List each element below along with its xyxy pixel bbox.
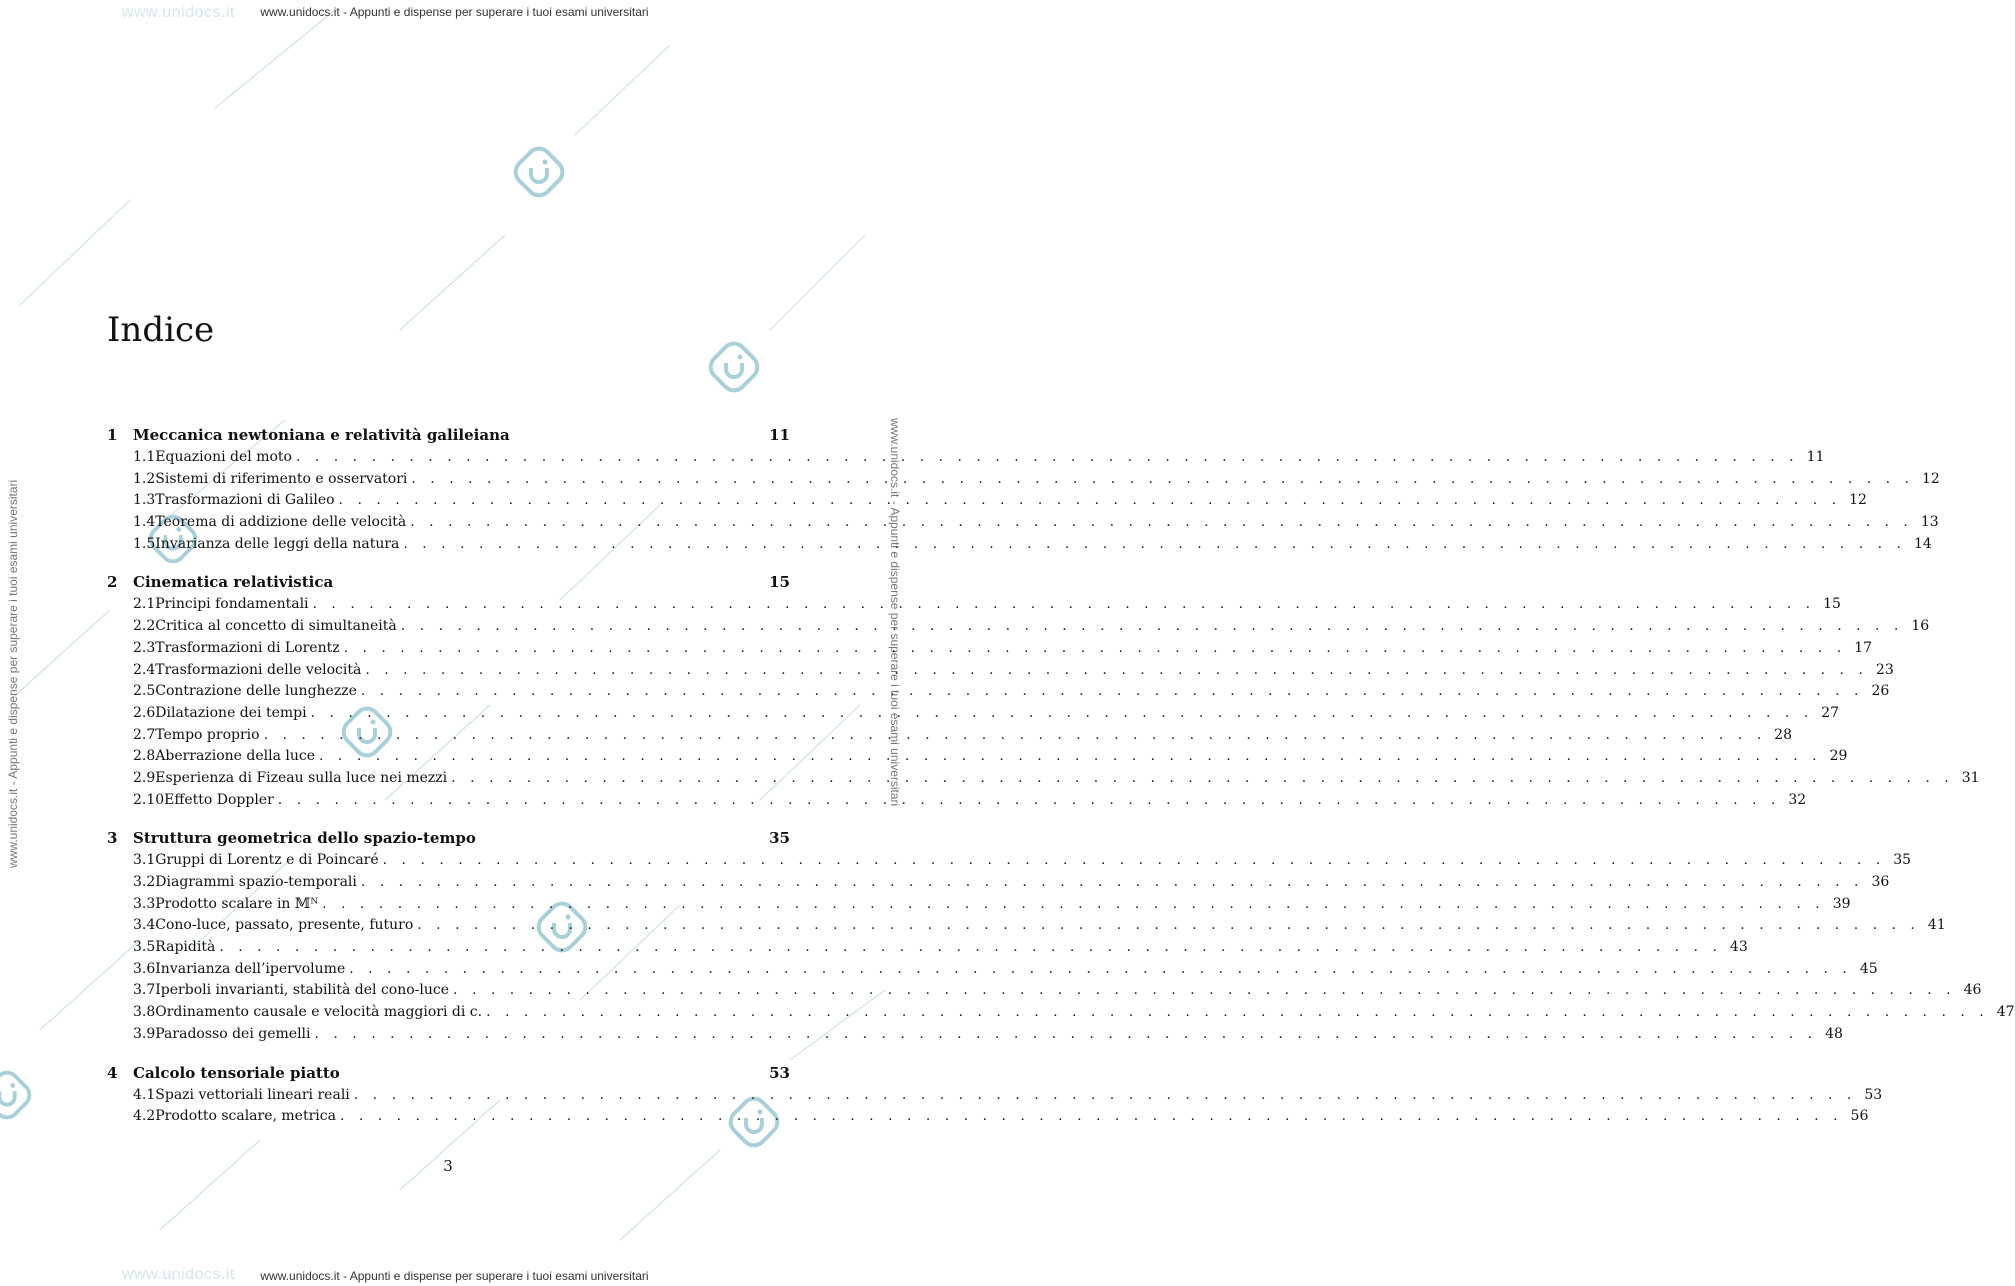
- section-title: Prodotto scalare in 𝕄ᴺ: [155, 895, 319, 912]
- toc-section-2.1[interactable]: [107, 596, 1841, 618]
- section-num: 3.4: [133, 917, 156, 934]
- section-num: 3.6: [133, 960, 156, 977]
- section-num: 2.4: [133, 661, 156, 678]
- section-page: 12: [1922, 470, 1940, 487]
- chapter-page: 11: [769, 426, 790, 444]
- section-num: 2.3: [133, 639, 156, 656]
- section-num: 4.2: [133, 1108, 156, 1125]
- watermark-ghost-bottom: www.unidocs.it: [122, 1266, 235, 1283]
- toc-section-4.1[interactable]: [107, 1086, 1883, 1109]
- dot-leader: . . . . . . . . . . . . . . . . . . . . . . . . . . . . . . . . . . . . . . . . . . . . . . . . . . . . . . . . . . . . . . . . . . . . . . . . . . . . . . . .: [353, 1086, 1857, 1103]
- section-title: Prodotto scalare, metrica: [155, 1108, 336, 1125]
- dot-leader: . . . . . . . . . . . . . . . . . . . . . . . . . . . . . . . . . . . . . . . . . . . . . . . . . . . . . . . . . . . . . . . . . . . . . . . . . . . . . . . .: [486, 1004, 1989, 1021]
- page-title: Indice: [107, 310, 215, 350]
- dot-leader: . . . . . . . . . . . . . . . . . . . . . . . . . . . . . . . . . . . . . . . . . . . . . . . . . . . . . . . . . . . . . . . . . . . . . . . . . . . . . . . .: [360, 874, 1864, 890]
- chapter-num: 4: [107, 1063, 118, 1082]
- toc-section-3.5[interactable]: [107, 939, 1748, 961]
- section-page: 53: [1864, 1086, 1883, 1103]
- section-page: 32: [1788, 791, 1807, 808]
- section-title: Sistemi di riferimento e osservatori: [155, 470, 408, 487]
- dot-leader: . . . . . . . . . . . . . . . . . . . . . . . . . . . . . . . . . . . . . . . . . . . . . . . . . . . . . . . . . . . . . . . . . . . . . . . . . . . . . . . .: [343, 639, 1847, 656]
- chapter-num: 2: [107, 573, 118, 592]
- section-num: 3.8: [133, 1004, 156, 1021]
- section-title: Critica al concetto di simultaneità: [155, 618, 397, 635]
- section-num: 2.8: [133, 748, 156, 765]
- dot-leader: . . . . . . . . . . . . . . . . . . . . . . . . . . . . . . . . . . . . . . . . . . . . . . . . . . . . . . . . . . . . . . . . . . . . . . . . . . . . . . . .: [453, 982, 1956, 999]
- section-title: Rapidità: [155, 939, 216, 956]
- section-num: 3.9: [133, 1025, 156, 1042]
- toc-section-3.7[interactable]: [107, 982, 1982, 1004]
- section-num: 2.10: [133, 791, 165, 808]
- dot-leader: . . . . . . . . . . . . . . . . . . . . . . . . . . . . . . . . . . . . . . . . . . . . . . . . . . . . . . . . . . . . . . . . . . . . . . . . . . . . . . . .: [319, 748, 1822, 765]
- section-page: 46: [1963, 982, 1982, 999]
- watermark-ghost-top: www.unidocs.it: [122, 4, 235, 21]
- toc-section-3.9[interactable]: [107, 1025, 1843, 1048]
- dot-leader: . . . . . . . . . . . . . . . . . . . . . . . . . . . . . . . . . . . . . . . . . . . . . . . . . . . . . . . . . . . . . . . . . . . . . . . . . . . . . . . .: [310, 704, 1814, 721]
- section-page: 12: [1849, 492, 1867, 509]
- toc-section-4.2[interactable]: [107, 1108, 1869, 1130]
- dot-leader: . . . . . . . . . . . . . . . . . . . . . . . . . . . . . . . . . . . . . . . . . . . . . . . . . . . . . . . . . . . . . . . . . . . . . . . . . . . . . . . .: [360, 683, 1864, 700]
- section-title: Principi fondamentali: [155, 596, 309, 613]
- toc-section-1.2[interactable]: [107, 470, 1940, 493]
- section-title: Teorema di addizione delle velocità: [155, 514, 407, 531]
- toc-chapter-2[interactable]: [107, 573, 790, 596]
- dot-leader: . . . . . . . . . . . . . . . . . . . . . . . . . . . . . . . . . . . . . . . . . . . . . . . . . . . . . . . . . . . . . . . . . . . . . . . . . . . . . . . .: [312, 596, 1816, 613]
- page-number: 3: [443, 1157, 453, 1175]
- section-num: 1.1: [133, 449, 156, 465]
- watermark-side-right: www.unidocs.it - Appunti e dispense per superare i tuoi esami universitari: [888, 418, 902, 807]
- toc-section-2.4[interactable]: [107, 661, 1894, 684]
- section-num: 3.3: [133, 895, 156, 912]
- toc-section-2.9[interactable]: [107, 769, 1980, 792]
- section-title: Cono-luce, passato, presente, futuro: [155, 917, 414, 934]
- toc-section-2.10[interactable]: [107, 791, 1807, 814]
- toc-section-3.8[interactable]: [107, 1004, 2015, 1026]
- section-num: 1.4: [133, 514, 156, 531]
- section-page: 15: [1823, 596, 1841, 613]
- section-title: Equazioni del moto: [155, 449, 292, 465]
- section-title: Dilatazione dei tempi: [155, 704, 307, 721]
- section-page: 27: [1821, 704, 1840, 721]
- chapter-page: 35: [769, 829, 790, 848]
- section-num: 2.9: [133, 769, 156, 786]
- section-page: 28: [1774, 726, 1792, 743]
- dot-leader: . . . . . . . . . . . . . . . . . . . . . . . . . . . . . . . . . . . . . . . . . . . . . . . . . . . . . . . . . . . . . . . . . . . . . . . . . . . . . . . .: [277, 791, 1781, 808]
- section-num: 1.2: [133, 470, 156, 487]
- section-num: 3.1: [133, 852, 156, 869]
- section-num: 1.5: [133, 535, 156, 552]
- dot-leader: . . . . . . . . . . . . . . . . . . . . . . . . . . . . . . . . . . . . . . . . . . . . . . . . . . . . . . . . . . . . . . . . . . . . . . . . . . . . . . . .: [263, 726, 1767, 743]
- section-page: 29: [1829, 748, 1848, 765]
- section-title: Paradosso dei gemelli: [155, 1025, 311, 1042]
- section-page: 31: [1961, 769, 1980, 786]
- dot-leader: . . . . . . . . . . . . . . . . . . . . . . . . . . . . . . . . . . . . . . . . . . . . . . . . . . . . . . . . . . . . . . . . . . . . . . . . . . . . . . . .: [410, 514, 1913, 531]
- unidocs-logo-icon: [0, 1072, 30, 1118]
- section-num: 2.2: [133, 618, 156, 635]
- section-title: Effetto Doppler: [164, 791, 274, 808]
- section-page: 41: [1927, 917, 1946, 934]
- toc-section-3.1[interactable]: [107, 852, 1912, 874]
- section-title: Esperienza di Fizeau sulla luce nei mezzi: [155, 769, 448, 786]
- chapter-title: Meccanica newtoniana e relatività galileiana: [133, 426, 510, 444]
- watermark-header: www.unidocs.it - Appunti e dispense per superare i tuoi esami universitari: [260, 5, 649, 19]
- dot-leader: . . . . . . . . . . . . . . . . . . . . . . . . . . . . . . . . . . . . . . . . . . . . . . . . . . . . . . . . . . . . . . . . . . . . . . . . . . . . . . . .: [403, 535, 1906, 552]
- toc-section-2.2[interactable]: [107, 618, 1930, 640]
- section-num: 3.5: [133, 939, 156, 956]
- dot-leader: . . . . . . . . . . . . . . . . . . . . . . . . . . . . . . . . . . . . . . . . . . . . . . . . . . . . . . . . . . . . . . . . . . . . . . . . . . . . . . . .: [382, 852, 1886, 869]
- section-page: 16: [1911, 618, 1930, 635]
- section-num: 3.7: [133, 982, 156, 999]
- section-title: Trasformazioni di Lorentz: [155, 639, 340, 656]
- section-page: 26: [1871, 683, 1890, 700]
- section-num: 1.3: [133, 492, 156, 509]
- section-num: 2.7: [133, 726, 156, 743]
- toc-section-1.3[interactable]: [107, 492, 1867, 514]
- toc-section-2.6[interactable]: [107, 704, 1840, 727]
- dot-leader: . . . . . . . . . . . . . . . . . . . . . . . . . . . . . . . . . . . . . . . . . . . . . . . . . . . . . . . . . . . . . . . . . . . . . . . . . . . . . . . .: [338, 492, 1842, 509]
- section-num: 3.2: [133, 874, 156, 890]
- toc-section-1.4[interactable]: [107, 514, 1939, 536]
- section-title: Iperboli invarianti, stabilità del cono-luce: [155, 982, 450, 999]
- section-title: Tempo proprio: [155, 726, 260, 743]
- watermark-footer: www.unidocs.it - Appunti e dispense per superare i tuoi esami universitari: [260, 1269, 649, 1283]
- chapter-page: 15: [769, 573, 790, 592]
- section-page: 45: [1859, 960, 1878, 977]
- section-num: 2.6: [133, 704, 156, 721]
- section-num: 2.1: [133, 596, 156, 613]
- toc-section-2.5[interactable]: [107, 683, 1890, 705]
- dot-leader: . . . . . . . . . . . . . . . . . . . . . . . . . . . . . . . . . . . . . . . . . . . . . . . . . . . . . . . . . . . . . . . . . . . . . . . . . . . . . . . .: [451, 769, 1954, 786]
- dot-leader: . . . . . . . . . . . . . . . . . . . . . . . . . . . . . . . . . . . . . . . . . . . . . . . . . . . . . . . . . . . . . . . . . . . . . . . . . . . . . . . .: [365, 661, 1868, 678]
- toc-chapter-3[interactable]: [107, 829, 790, 852]
- toc-chapter-4[interactable]: [107, 1064, 790, 1087]
- section-page: 56: [1850, 1108, 1869, 1125]
- toc-section-1.1[interactable]: [107, 449, 1825, 471]
- section-title: Gruppi di Lorentz e di Poincaré: [155, 852, 379, 869]
- section-page: 48: [1825, 1025, 1843, 1042]
- section-page: 36: [1871, 874, 1890, 890]
- dot-leader: . . . . . . . . . . . . . . . . . . . . . . . . . . . . . . . . . . . . . . . . . . . . . . . . . . . . . . . . . . . . . . . . . . . . . . . . . . . . . . . .: [322, 895, 1825, 912]
- section-title: Trasformazioni delle velocità: [155, 661, 362, 678]
- dot-leader: . . . . . . . . . . . . . . . . . . . . . . . . . . . . . . . . . . . . . . . . . . . . . . . . . . . . . . . . . . . . . . . . . . . . . . . . . . . . . . . .: [314, 1025, 1818, 1042]
- section-num: 2.5: [133, 683, 156, 700]
- toc-section-3.4[interactable]: [107, 917, 1946, 939]
- section-title: Trasformazioni di Galileo: [155, 492, 335, 509]
- section-title: Invarianza dell’ipervolume: [155, 960, 346, 977]
- section-title: Invarianza delle leggi della natura: [155, 535, 400, 552]
- dot-leader: . . . . . . . . . . . . . . . . . . . . . . . . . . . . . . . . . . . . . . . . . . . . . . . . . . . . . . . . . . . . . . . . . . . . . . . . . . . . . . . .: [295, 449, 1799, 465]
- chapter-title: Cinematica relativistica: [133, 573, 334, 592]
- dot-leader: . . . . . . . . . . . . . . . . . . . . . . . . . . . . . . . . . . . . . . . . . . . . . . . . . . . . . . . . . . . . . . . . . . . . . . . . . . . . . . . .: [400, 618, 1904, 635]
- section-page: 23: [1875, 661, 1894, 678]
- section-title: Contrazione delle lunghezze: [155, 683, 357, 700]
- section-title: Ordinamento causale e velocità maggiori di c.: [155, 1004, 483, 1021]
- chapter-title: Calcolo tensoriale piatto: [133, 1063, 340, 1082]
- dot-leader: . . . . . . . . . . . . . . . . . . . . . . . . . . . . . . . . . . . . . . . . . . . . . . . . . . . . . . . . . . . . . . . . . . . . . . . . . . . . . . . .: [219, 939, 1722, 956]
- dot-leader: . . . . . . . . . . . . . . . . . . . . . . . . . . . . . . . . . . . . . . . . . . . . . . . . . . . . . . . . . . . . . . . . . . . . . . . . . . . . . . . .: [411, 470, 1914, 487]
- chapter-title: Struttura geometrica dello spazio-tempo: [133, 829, 476, 848]
- toc-section-3.2[interactable]: [107, 874, 1890, 896]
- dot-leader: . . . . . . . . . . . . . . . . . . . . . . . . . . . . . . . . . . . . . . . . . . . . . . . . . . . . . . . . . . . . . . . . . . . . . . . . . . . . . . . .: [417, 917, 1920, 934]
- section-page: 39: [1832, 895, 1851, 912]
- section-page: 47: [1996, 1004, 2015, 1021]
- toc-section-2.8[interactable]: [107, 748, 1848, 770]
- toc-section-3.3[interactable]: [107, 895, 1851, 918]
- section-page: 35: [1893, 852, 1912, 869]
- toc-section-2.3[interactable]: [107, 639, 1873, 662]
- section-page: 17: [1854, 639, 1873, 656]
- toc-section-2.7[interactable]: [107, 726, 1792, 749]
- section-page: 43: [1729, 939, 1748, 956]
- chapter-num: 1: [107, 426, 118, 444]
- dot-leader: . . . . . . . . . . . . . . . . . . . . . . . . . . . . . . . . . . . . . . . . . . . . . . . . . . . . . . . . . . . . . . . . . . . . . . . . . . . . . . . .: [339, 1108, 1843, 1125]
- section-page: 13: [1920, 514, 1939, 531]
- toc-section-1.5[interactable]: [107, 535, 1932, 558]
- section-title: Spazi vettoriali lineari reali: [155, 1086, 350, 1103]
- unidocs-logo-icon: [515, 148, 563, 196]
- dot-leader: . . . . . . . . . . . . . . . . . . . . . . . . . . . . . . . . . . . . . . . . . . . . . . . . . . . . . . . . . . . . . . . . . . . . . . . . . . . . . . . .: [349, 960, 1852, 977]
- unidocs-logo-icon: [710, 343, 758, 391]
- section-page: 14: [1913, 535, 1932, 552]
- chapter-page: 53: [769, 1063, 790, 1082]
- toc-chapter-1[interactable]: [107, 426, 790, 449]
- watermark-side-left: www.unidocs.it - Appunti e dispense per superare i tuoi esami universitari: [6, 479, 20, 868]
- section-page: 11: [1806, 449, 1825, 465]
- chapter-num: 3: [107, 829, 118, 848]
- section-num: 4.1: [133, 1086, 156, 1103]
- section-title: Aberrazione della luce: [155, 748, 316, 765]
- section-title: Diagrammi spazio-temporali: [155, 874, 357, 890]
- toc-section-3.6[interactable]: [107, 960, 1878, 983]
